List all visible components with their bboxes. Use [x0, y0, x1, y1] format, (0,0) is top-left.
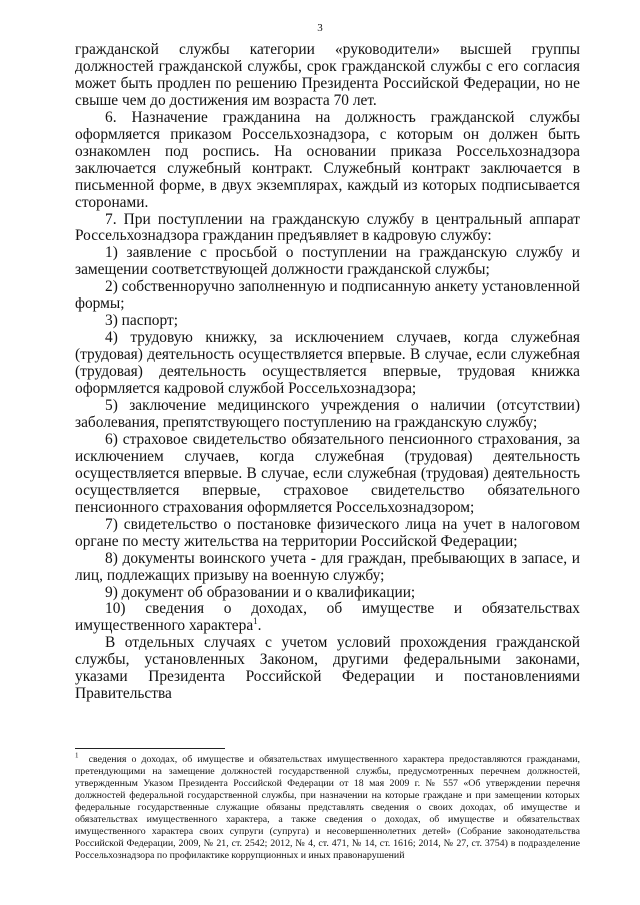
paragraph-item-7: 7. При поступлении на гражданскую службу в центральный аппарат Россельхознадзора гражданин предъявляет в кадровую службу:: [75, 210, 580, 245]
paragraph-continuation: гражданской службы категории «руководители» высшей группы должностей гражданской службы, срок гражданской службы с его согласия может быть продлен по решению Президента Российской Федерации, но не свыше чем до достижения им возраста 70 лет.: [75, 41, 580, 109]
footnote-reference: 1: [253, 616, 258, 627]
paragraph-item-6: 6. Назначение гражданина на должность гражданской службы оформляется приказом Россельхознадзора, с которым он должен быть ознакомлен под роспись. На основании приказа Россельхознадзора заключается служебный контракт. Служебный контракт заключается в письменной форме, в двух экземплярах, каждый из которых подписывается сторонами.: [75, 108, 580, 211]
footnote: [75, 751, 580, 862]
list-item-5: 5) заключение медицинского учреждения о наличии (отсутствии) заболевания, препятствующего поступлению на гражданскую службу;: [75, 397, 580, 431]
list-item-10-text: 10) сведения о доходах, об имуществе и обязательствах имущественного характера: [75, 600, 580, 635]
list-item-9: 9) документ об образовании и о квалификации;: [105, 583, 416, 601]
list-item-2: 2) собственноручно заполненную и подписанную анкету установленной формы;: [75, 278, 580, 313]
page-number: 3: [317, 22, 323, 34]
list-item-1: 1) заявление с просьбой о поступлении на гражданскую службу и замещении соответствующей должности гражданской службы;: [75, 244, 580, 279]
list-item-4: 4) трудовую книжку, за исключением случаев, когда служебная (трудовая) деятельность осуществляется впервые. В случае, если служебная (трудовая) деятельность осуществляется впервые, трудовая книжка оформляется кадровой службой Россельхознадзора;: [75, 329, 580, 398]
list-item-10: 10) сведения о доходах, об имуществе и обязательствах имущественного характера$^1$.: [75, 600, 580, 635]
list-item-7: 7) свидетельство о постановке физического лица на учет в налоговом органе по месту жительства на территории Российской Федерации;: [75, 515, 580, 550]
footnote-divider: [75, 748, 225, 749]
document-body: [75, 42, 580, 703]
list-item-3: 3) паспорт;: [105, 312, 178, 330]
footnote-marker: 1: [75, 751, 79, 760]
list-item-6: 6) страховое свидетельство обязательного пенсионного страхования, за исключением случаев, когда служебная (трудовая) деятельность осуществляется впервые. В случае, если служебная (трудовая) деятельность осуществляется впервые, страховое свидетельство обязательного пенсионного страхования оформляется Россельхознадзором;: [75, 430, 580, 516]
footnote-text: сведения о доходах, об имуществе и обязательствах имущественного характера предоставляются гражданами, претендующими на замещение должностей государственной службы, предусмотренных перечнем должностей, утвержденным Указом Президента Российской Федерации от 18 мая 2009 г. № 557 «Об утверждении перечня должностей федеральной государственной службы, при назначении на которые граждане и при замещении которых федеральные государственные служащие обязаны представлять сведения о своих доходах, об имуществе и обязательствах имущественного характера, а также сведения о доходах, об имуществе и обязательствах имущественного характера своих супруги (супруга) и несовершеннолетних детей» (Собрание законодательства Российской Федерации, 2009, № 21, ст. 2542; 2012, № 4, ст. 471, № 14, ст. 1616; 2014, № 27, ст. 3754) в подразделение Россельхознадзора по профилактике коррупционных и иных правонарушений: [75, 754, 580, 861]
paragraph-special-cases: В отдельных случаях с учетом условий прохождения гражданской службы, установленных Законом, другими федеральными законами, указами Президента Российской Федерации и постановлениями Правительства: [75, 634, 580, 703]
list-item-8: 8) документы воинского учета - для граждан, пребывающих в запасе, и лиц, подлежащих призыву на военную службу;: [75, 549, 580, 584]
